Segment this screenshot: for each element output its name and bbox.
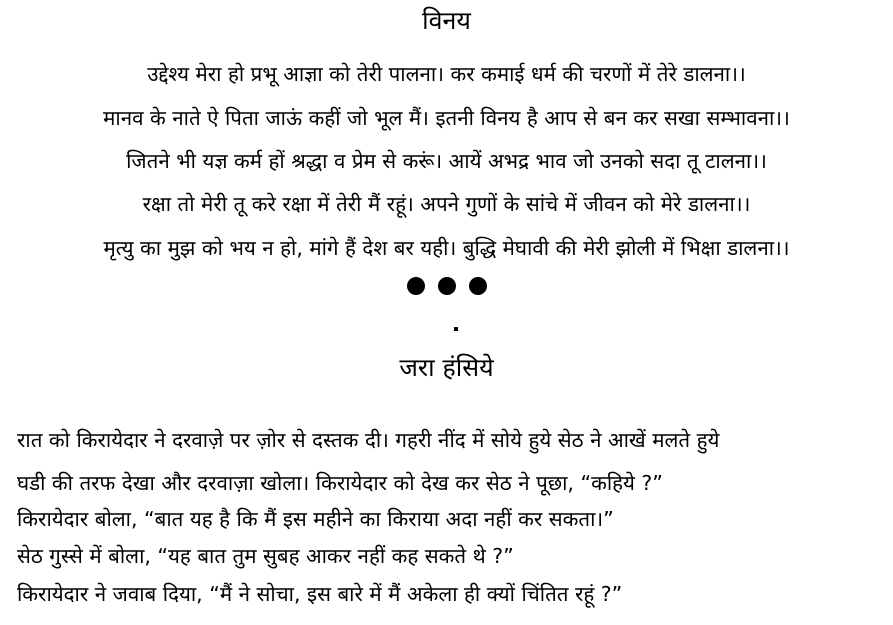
separator-dot — [407, 277, 425, 295]
story-line: रात को किरायेदार ने दरवाज़े पर ज़ोर से दस्तक दी। गहरी नींद में सोये हुये सेठ ने आखें मलते हुये — [17, 428, 720, 452]
prayer-title: विनय — [422, 6, 471, 35]
prayer-line: मानव के नाते ऐ पिता जाऊं कहीं जो भूल मैं। इतनी विनय है आप से बन कर सखा सम्भावना।। — [103, 106, 790, 130]
prayer-line: उद्देश्य मेरा हो प्रभू आज्ञा को तेरी पालना। कर कमाई धर्म की चरणों में तेरे डालना।। — [147, 62, 746, 86]
story-line: किरायेदार ने जवाब दिया, “मैं ने सोचा, इस बारे में मैं अकेला ही क्यों चिंतित रहूं ?” — [17, 582, 623, 606]
prayer-line: रक्षा तो मेरी तू करे रक्षा में तेरी मैं रहूं। अपने गुणों के सांचे में जीवन को मेरे डालना।। — [142, 192, 751, 216]
story-line: किरायेदार बोला, “बात यह है कि मैं इस महीने का किराया अदा नहीं कर सकता।” — [17, 507, 614, 531]
prayer-line: मृत्यु का मुझ को भय न हो, मांगे हैं देश बर यही। बुद्धि मेघावी की मेरी झोली में भिक्षा डालना।। — [103, 236, 790, 260]
story-line: सेठ गुस्से में बोला, “यह बात तुम सुबह आकर नहीं कह सकते थे ?” — [17, 544, 514, 568]
separator-small-dot — [454, 327, 458, 331]
separator-dot — [438, 277, 456, 295]
prayer-line: जितने भी यज्ञ कर्म हों श्रद्धा व प्रेम से करूं। आयें अभद्र भाव जो उनको सदा तू टालना।। — [126, 149, 767, 173]
humor-title: जरा हंसिये — [399, 353, 494, 382]
separator-dot — [469, 277, 487, 295]
story-line: घडी की तरफ देखा और दरवाज़ा खोला। किरायेदार को देख कर सेठ ने पूछा, “कहिये ?” — [17, 471, 663, 495]
section-separator-dots — [0, 277, 893, 297]
